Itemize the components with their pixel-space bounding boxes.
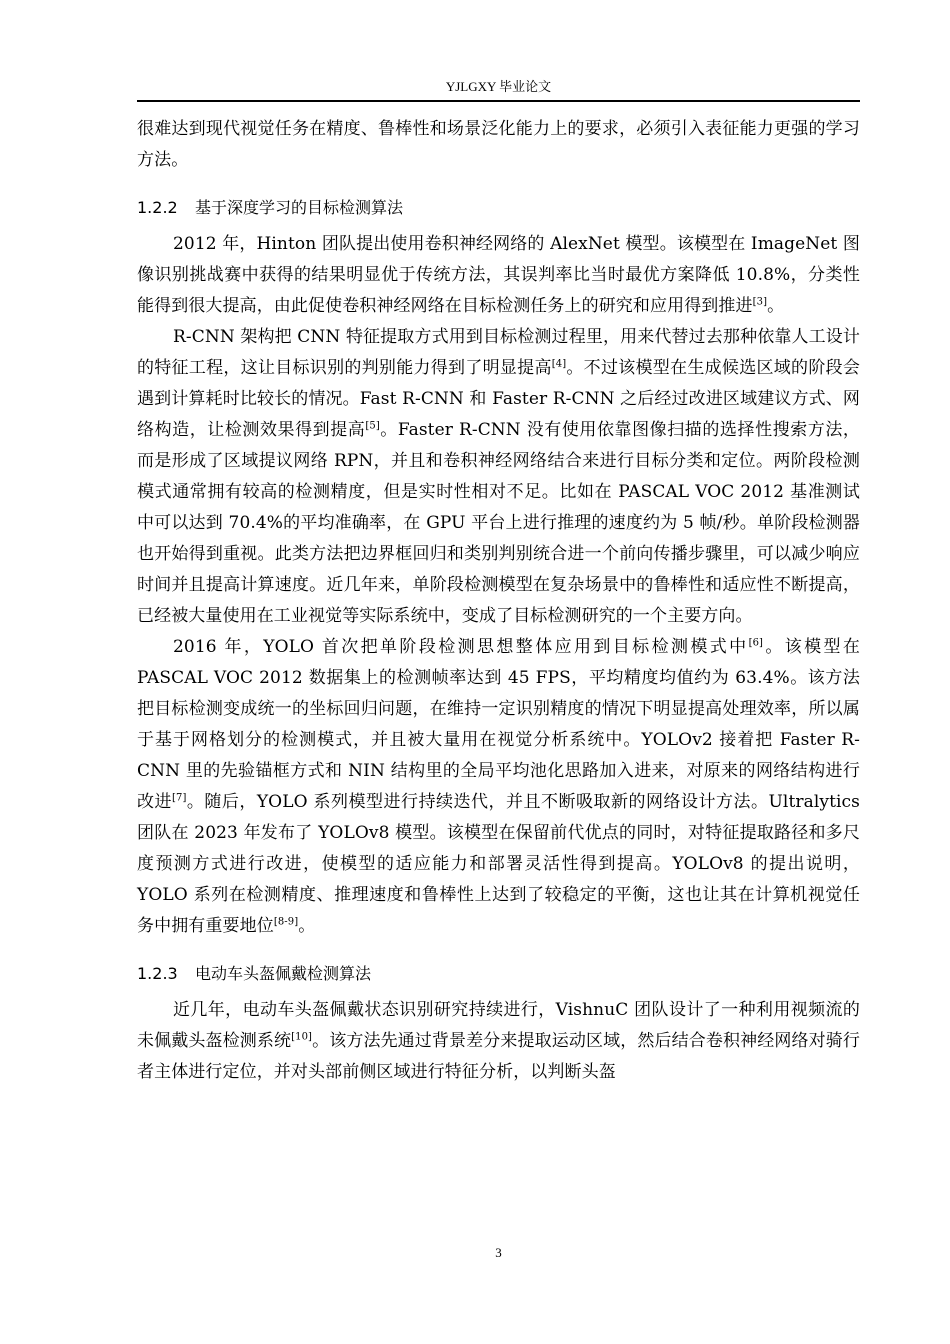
section-title: 基于深度学习的目标检测算法 [195, 198, 404, 217]
body-text [137, 114, 860, 1088]
paragraph-text: 2016 年，YOLO 首次把单阶段检测思想整体应用到目标检测模式中 [173, 637, 749, 657]
citation: [8-9] [273, 916, 299, 928]
paragraph-text: 。该方法先通过背景差分来提取运动区域，然后结合卷积神经网络对骑行者主体进行定位，并对头部前侧区域进行特征分析，以判断头盔 [137, 1031, 860, 1082]
paragraph-continued [137, 114, 860, 176]
paragraph-text: 。 [298, 916, 316, 936]
header-rule [137, 100, 860, 102]
page-number: 3 [495, 1245, 502, 1260]
citation: [10] [291, 1031, 313, 1043]
paragraph-text: R-CNN 架构把 CNN 特征提取方式用到目标检测过程里，用来代替过去那种依靠人工设计的特征工程，这让目标识别的判别能力得到了明显提高 [137, 327, 860, 378]
citation: [4] [551, 358, 567, 370]
paragraph-yolo [137, 632, 860, 942]
citation: [5] [365, 420, 380, 432]
paragraph-text: 。不过该模型在生成候选区域的阶段会遇到计算耗时比较长的情况。Fast R-CNN 和 Faster R-CNN 之后经过改进区域建议方式、网络构造，让检测效果得到提高 [137, 358, 860, 440]
paragraph-alexnet [137, 229, 860, 322]
paragraph-text: 2012 年，Hinton 团队提出使用卷积神经网络的 AlexNet 模型。该模型在 ImageNet 图像识别挑战赛中获得的结果明显优于传统方法，其误判率比当时最优方案降低 10.8%，分类性能得到很大提高，由此促使卷积神经网络在目标检测任务上的研究和应用得到推进 [137, 234, 860, 316]
paragraph-text: 。 [767, 296, 785, 316]
running-header: YJLGXY 毕业论文 [445, 79, 552, 94]
section-heading-1-2-3 [137, 958, 860, 989]
paragraph-text: 很难达到现代视觉任务在精度、鲁棒性和场景泛化能力上的要求，必须引入表征能力更强的学习方法。 [137, 119, 860, 170]
paragraph-text: 近几年，电动车头盔佩戴状态识别研究持续进行，VishnuC 团队设计了一种利用视频流的未佩戴头盔检测系统 [137, 1000, 860, 1051]
section-heading-1-2-2 [137, 192, 860, 223]
paragraph-text: 。Faster R-CNN 没有使用依靠图像扫描的选择性搜索方法，而是形成了区域提议网络 RPN，并且和卷积神经网络结合来进行目标分类和定位。两阶段检测模式通常拥有较高的检测精度，但是实时性相对不足。比如在 PASCAL VOC 2012 基准测试中可以达到 70.4%的平均准确率，在 GPU 平台上进行推理的速度约为 5 帧/秒。单阶段检测器也开始得到重视。此类方法把边界框回归和类别判别统合进一个前向传播步骤里，可以减少响应时间并且提高计算速度。近几年来，单阶段检测模型在复杂场景中的鲁棒性和适应性不断提高，已经被大量使用在工业视觉等实际系统中，变成了目标检测研究的一个主要方向。 [137, 420, 860, 626]
section-title: 电动车头盔佩戴检测算法 [195, 964, 372, 983]
paragraph-rcnn [137, 322, 860, 632]
section-number: 1.2.2 [137, 198, 178, 217]
paragraph-text: 。随后，YOLO 系列模型进行持续迭代，并且不断吸取新的网络设计方法。Ultralytics 团队在 2023 年发布了 YOLOv8 模型。该模型在保留前代优点的同时，对特征提取路径和多尺度预测方式进行改进，使模型的适应能力和部署灵活性得到提高。YOLOv8 的提出说明，YOLO 系列在检测精度、推理速度和鲁棒性上达到了较稳定的平衡，这也让其在计算机视觉任务中拥有重要地位 [137, 792, 860, 936]
paragraph-text: 。该模型在 PASCAL VOC 2012 数据集上的检测帧率达到 45 FPS，平均精度均值约为 63.4%。该方法把目标检测变成统一的坐标回归问题，在维持一定识别精度的情况下明显提高处理效率，所以属于基于网格划分的检测模式，并且被大量用在视觉分析系统中。YOLOv2 接着把 Faster R-CNN 里的先验锚框方式和 NIN 结构里的全局平均池化思路加入进来，对原来的网络结构进行改进 [137, 637, 861, 812]
citation: [6] [748, 637, 764, 649]
section-number: 1.2.3 [137, 964, 178, 983]
paragraph-helmet [137, 995, 860, 1088]
citation: [7] [172, 792, 187, 804]
citation: [3] [752, 296, 768, 308]
